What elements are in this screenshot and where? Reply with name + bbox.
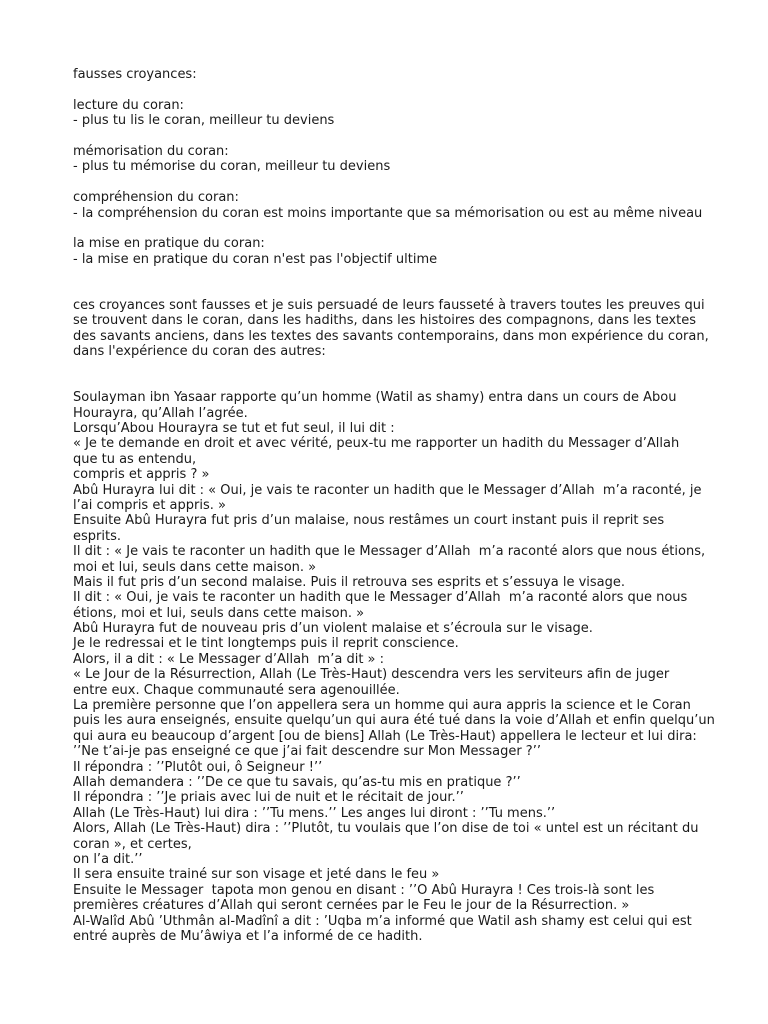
conclusion-line: ces croyances sont fausses et je suis persuadé de leurs fausseté à travers toutes les preuves qui — [73, 297, 705, 313]
hadith-line: Il répondra : ’’Je priais avec lui de nuit et le récitait de jour.’’ — [73, 790, 464, 806]
hadith-line: compris et appris ? » — [73, 467, 210, 483]
hadith-line: Il sera ensuite trainé sur son visage et jeté dans le feu » — [73, 867, 440, 883]
intro-heading: fausses croyances: — [73, 67, 197, 82]
hadith-line: Il dit : « Oui, je vais te raconter un hadith que le Messager d’Allah ￼ m’a raconté alors que nous — [73, 590, 688, 606]
hadith-line: Soulayman ibn Yasaar rapporte qu’un homme (Watil as shamy) entra dans un cours de Abou — [73, 390, 677, 406]
conclusion-line: des savants anciens, dans les textes des savants contemporains, dans mon expérience du coran, — [73, 328, 709, 344]
hadith-line: qui aura eu beaucoup d’argent [ou de biens] Allah (Le Très-Haut) appellera le lecteur et lui dira: — [73, 728, 697, 744]
conclusion-line: se trouvent dans le coran, dans les hadiths, dans les histoires des compagnons, dans les textes — [73, 313, 697, 329]
hadith-line: « Le Jour de la Résurrection, Allah (Le Très-Haut) descendra vers les serviteurs afin de juger — [73, 667, 670, 683]
hadith-line: l’ai compris et appris. » — [73, 497, 226, 513]
hadith-line: entre eux. Chaque communauté sera agenouillée. — [73, 682, 400, 698]
hadith-line: étions, moi et lui, seuls dans cette maison. » — [73, 605, 365, 621]
conclusion-line: dans l'expérience du coran des autres: — [73, 344, 326, 360]
hadith-line: que tu as entendu, — [73, 451, 197, 467]
section-title-pratique: la mise en pratique du coran: — [73, 236, 265, 252]
hadith-line: Alors, Allah (Le Très-Haut) dira : ’’Plutôt, tu voulais que l’on dise de toi « untel est un récitant du — [73, 821, 699, 837]
hadith-line: ’’Ne t’ai-je pas enseigné ce que j’ai fait descendre sur Mon Messager ?’’ — [73, 744, 541, 760]
hadith-text — [73, 390, 723, 944]
hadith-line: Je le redressai et le tint longtemps puis il reprit conscience. — [73, 636, 459, 652]
hadith-line: coran », et certes, — [73, 836, 192, 852]
hadith-line: Abû Hurayra lui dit : « Oui, je vais te raconter un hadith que le Messager d’Allah ￼ m’a raconté, je — [73, 482, 702, 498]
hadith-line: Al-Walîd Abû ’Uthmân al-Madînî a dit : ’Uqba m’a informé que Watil ash shamy est celui qui est — [73, 913, 692, 929]
hadith-line: on l’a dit.’’ — [73, 851, 143, 867]
document-page — [73, 67, 723, 944]
hadith-line: Il dit : « Je vais te raconter un hadith que le Messager d’Allah ￼ m’a raconté alors que nous étions, — [73, 544, 706, 560]
hadith-line: Ensuite le Messager ￼ tapota mon genou en disant : ’’O Abû Hurayra ! Ces trois-là sont les — [73, 882, 655, 898]
hadith-line: Allah (Le Très-Haut) lui dira : ’’Tu mens.’’ Les anges lui diront : ’’Tu mens.’’ — [73, 805, 556, 821]
section-title-comprehension: compréhension du coran: — [73, 190, 239, 206]
hadith-line: entré auprès de Mu’âwiya et l’a informé de ce hadith. — [73, 928, 423, 944]
hadith-line: esprits. — [73, 528, 121, 544]
section-text-memorisation: - plus tu mémorise du coran, meilleur tu deviens — [73, 159, 391, 175]
hadith-line: Lorsqu’Abou Hourayra se tut et fut seul, il lui dit : — [73, 421, 395, 437]
hadith-line: Hourayra, qu’Allah l’agrée. — [73, 405, 248, 421]
hadith-line: La première personne que l’on appellera sera un homme qui aura appris la science et le Coran — [73, 698, 691, 714]
conclusion-paragraph — [73, 298, 723, 360]
hadith-line: « Je te demande en droit et avec vérité, peux-tu me rapporter un hadith du Messager d’Allah ￼ — [73, 436, 684, 452]
hadith-line: Ensuite Abû Hurayra fut pris d’un malaise, nous restâmes un court instant puis il reprit ses — [73, 513, 665, 529]
section-title-lecture: lecture du coran: — [73, 97, 184, 113]
hadith-line: Alors, il a dit : « Le Messager d’Allah ￼ m’a dit » : — [73, 651, 385, 667]
hadith-line: Allah demandera : ’’De ce que tu savais, qu’as-tu mis en pratique ?’’ — [73, 775, 521, 790]
section-text-pratique: - la mise en pratique du coran n'est pas l'objectif ultime — [73, 251, 438, 267]
section-title-memorisation: mémorisation du coran: — [73, 143, 229, 159]
section-text-comprehension: - la compréhension du coran est moins importante que sa mémorisation ou est au même niveau — [73, 205, 703, 221]
hadith-line: Abû Hurayra fut de nouveau pris d’un violent malaise et s’écroula sur le visage. — [73, 621, 593, 637]
hadith-line: puis les aura enseignés, ensuite quelqu’un qui aura été tué dans la voie d’Allah et enfin quelqu’un — [73, 713, 715, 729]
hadith-line: Mais il fut pris d’un second malaise. Puis il retrouva ses esprits et s’essuya le visage. — [73, 574, 626, 590]
hadith-line: premières créatures d’Allah qui seront cernées par le Feu le jour de la Résurrection. » — [73, 898, 630, 914]
hadith-line: Il répondra : ’’Plutôt oui, ô Seigneur !’’ — [73, 759, 323, 775]
section-text-lecture: - plus tu lis le coran, meilleur tu deviens — [73, 113, 335, 129]
hadith-line: moi et lui, seuls dans cette maison. » — [73, 559, 317, 575]
